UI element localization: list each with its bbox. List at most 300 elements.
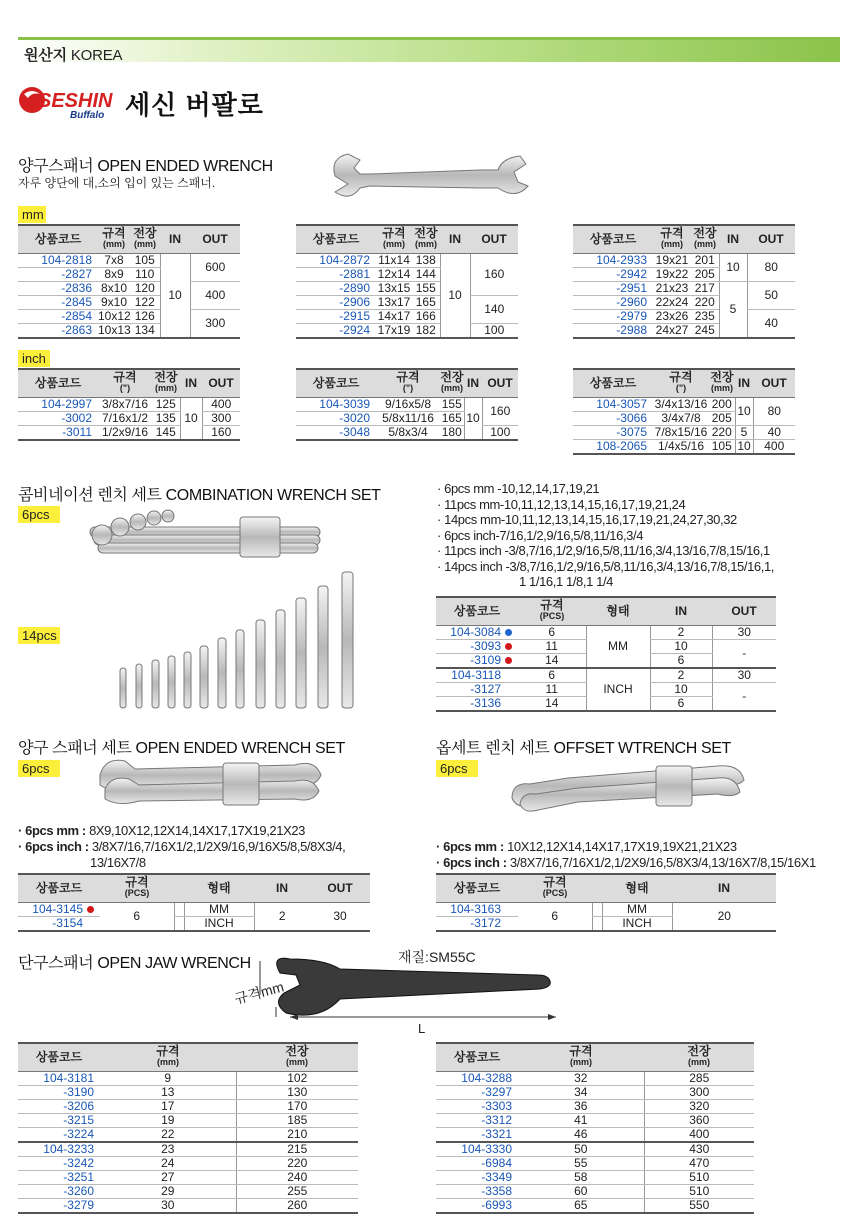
col-code: 상품코드 <box>436 874 518 902</box>
table-cell: 285 <box>644 1071 754 1085</box>
spec-item: 1 1/16,1 1/8,1 1/4 <box>519 574 613 589</box>
table-cell: 550 <box>644 1198 754 1213</box>
table-cell: 400 <box>190 281 240 309</box>
col-in: IN <box>672 874 776 902</box>
table-cell: 6 <box>518 902 592 931</box>
table-cell: 12x14 <box>377 266 411 281</box>
table-cell: 400 <box>202 397 240 411</box>
table-cell: 19x21 <box>653 253 691 267</box>
table-cell: -6984 <box>436 1156 518 1170</box>
table-cell <box>174 916 184 931</box>
table-cell: 104-3181 <box>18 1071 100 1085</box>
open-mm-table-3 <box>573 224 795 339</box>
col-out: OUT <box>470 225 518 253</box>
table-cell: 240 <box>236 1170 358 1184</box>
table-cell: -2845 <box>18 295 98 309</box>
table-cell: 360 <box>644 1113 754 1127</box>
table-cell: 220 <box>236 1156 358 1170</box>
table-cell: 6 <box>100 902 174 931</box>
table-cell: 2 <box>650 668 712 683</box>
table-cell: -3358 <box>436 1184 518 1198</box>
open-set-label: 6pcs <box>18 760 60 777</box>
offset-set-label: 6pcs <box>436 760 478 777</box>
spec-item: · 6pcs mm -10,12,14,17,19,21 <box>437 481 600 496</box>
table-cell: 3/8x7/16 <box>98 397 152 411</box>
table-cell: -2827 <box>18 267 98 281</box>
table-cell: 235 <box>691 309 719 323</box>
col-in: IN <box>735 369 753 397</box>
svg-text:규격mm: 규격mm <box>232 978 286 1007</box>
table-cell: 144 <box>412 267 440 281</box>
table-cell: -3242 <box>18 1156 100 1170</box>
table-cell: 104-3330 <box>436 1142 518 1157</box>
col-type: 형태 <box>184 874 254 902</box>
table-cell: 23x26 <box>653 309 691 323</box>
table-cell: 100 <box>470 323 518 338</box>
jaw-table-right <box>436 1042 754 1214</box>
table-cell: 10 <box>180 397 202 440</box>
table-cell: 8x9 <box>98 267 130 281</box>
table-cell: -3349 <box>436 1170 518 1184</box>
col-size: 규격 (PCS) <box>100 874 174 902</box>
table-cell: 22 <box>100 1127 236 1142</box>
table-cell: 104-3233 <box>18 1142 100 1157</box>
table-cell: 14 <box>518 653 586 668</box>
open-wrench-image <box>330 148 530 208</box>
table-cell: 400 <box>753 439 795 454</box>
table-cell: 19 <box>100 1113 236 1127</box>
table-cell: 1/4x5/16 <box>653 439 709 454</box>
spec-label: · 6pcs mm : <box>18 823 86 838</box>
table-cell: 7/16x1/2 <box>98 411 152 425</box>
table-cell: 205 <box>709 411 735 425</box>
table-cell: -3048 <box>296 425 376 440</box>
spec-item: · 11pcs inch -3/8,7/16,1/2,9/16,5/8,11/16,3/4,13/16,7/8,15/16,1 <box>437 543 770 558</box>
table-cell: -2960 <box>573 295 653 309</box>
table-cell: -2942 <box>573 267 653 281</box>
svg-text:L: L <box>418 1021 426 1036</box>
table-cell: 185 <box>236 1113 358 1127</box>
table-cell: -2836 <box>18 281 98 295</box>
offset-set-title: 옵세트 렌치 세트 OFFSET WTRENCH SET <box>436 740 731 757</box>
table-cell: -3206 <box>18 1099 100 1113</box>
table-cell: -3224 <box>18 1127 100 1142</box>
table-cell: 430 <box>644 1142 754 1157</box>
svg-text:SESHIN: SESHIN <box>38 90 113 112</box>
table-cell: 130 <box>236 1085 358 1099</box>
table-cell: -2988 <box>573 323 653 338</box>
table-cell: 11x14 <box>376 253 412 267</box>
spec-text: 10X12,12X14,14X17,17X19,19X21,21X23 <box>507 839 737 854</box>
offset-set-spec <box>436 839 816 871</box>
table-cell: -2915 <box>296 309 376 323</box>
table-cell: 205 <box>691 267 719 281</box>
col-in: IN <box>180 369 202 397</box>
table-cell: 160 <box>482 397 518 425</box>
table-cell: -2906 <box>296 295 376 309</box>
table-cell: 134 <box>130 323 160 338</box>
brand-title: 세신 버팔로 <box>125 90 264 120</box>
spec-label: · 6pcs inch : <box>436 855 507 870</box>
col-code: 상품코드 <box>18 1043 100 1071</box>
table-cell: 104-3145 <box>32 901 83 916</box>
col-out: OUT <box>482 369 518 397</box>
table-cell: 8x10 <box>98 281 130 295</box>
combo-title: 콤비네이션 렌치 세트 COMBINATION WRENCH SET <box>18 487 381 504</box>
table-cell: -2924 <box>296 323 376 338</box>
open-inch-table-3 <box>573 368 795 455</box>
table-cell: 160 <box>202 425 240 440</box>
table-cell: 50 <box>518 1142 644 1157</box>
table-cell: -3127 <box>436 682 518 696</box>
table-cell: 108-2065 <box>573 439 653 454</box>
open-ended-desc: 자루 양단에 대,소의 입이 있는 스패너. <box>18 176 216 190</box>
spec-item: · 11pcs mm-10,11,12,13,14,15,16,17,19,21,24 <box>437 496 686 512</box>
table-cell: 17 <box>100 1099 236 1113</box>
table-cell <box>592 902 602 916</box>
spec-item: · 14pcs mm-10,11,12,13,14,15,16,17,19,21,24,27,30,32 <box>437 512 737 527</box>
col-out: OUT <box>202 369 240 397</box>
table-cell: 104-2933 <box>573 253 653 267</box>
table-cell: 201 <box>691 253 719 267</box>
table-cell: 5 <box>735 425 753 439</box>
table-cell: 104-2872 <box>296 253 376 267</box>
red-dot-icon <box>505 643 512 650</box>
table-cell: 105 <box>709 439 735 454</box>
table-cell: 140 <box>470 295 518 323</box>
table-cell: 55 <box>518 1156 644 1170</box>
table-cell: 104-3163 <box>436 902 518 916</box>
table-cell: 155 <box>412 281 440 295</box>
table-cell: 11 <box>518 682 586 696</box>
table-cell: 600 <box>190 253 240 281</box>
offset-set-table <box>436 873 776 932</box>
open-inch-table-1 <box>18 368 240 441</box>
spec-text: 8X9,10X12,12X14,14X17,17X19,21X23 <box>89 823 306 838</box>
table-cell: 300 <box>644 1085 754 1099</box>
table-cell: 10x13 <box>98 322 131 337</box>
col-code: 상품코드 <box>18 874 100 902</box>
col-type: 형태 <box>602 874 672 902</box>
col-out: OUT <box>753 369 795 397</box>
table-cell: 100 <box>482 425 518 440</box>
table-cell: 5 <box>719 281 747 338</box>
table-cell <box>592 916 602 931</box>
spec-text: 3/8X7/16,7/16X1/2,1/2X9/16,9/16X5/8,5/8X3/4, <box>91 839 346 854</box>
table-cell: -3312 <box>436 1113 518 1127</box>
red-dot-icon <box>505 657 512 664</box>
header-bar <box>18 37 840 62</box>
col-code: 상품코드 <box>573 225 653 253</box>
col-len: 전장 (mm) <box>130 225 160 253</box>
red-dot-icon <box>87 906 94 913</box>
seshin-logo <box>18 80 124 122</box>
col-code: 상품코드 <box>18 225 98 253</box>
col-len: 전장 (mm) <box>644 1043 754 1071</box>
table-cell: 7x8 <box>98 253 130 267</box>
col-size: 규격 (PCS) <box>518 874 592 902</box>
open-set-title: 양구 스패너 세트 OPEN ENDED WRENCH SET <box>18 740 345 757</box>
table-cell: 29 <box>100 1184 236 1198</box>
table-cell: -2979 <box>573 309 653 323</box>
table-cell: 470 <box>644 1156 754 1170</box>
table-cell: MM <box>184 902 254 916</box>
table-cell: 165 <box>412 295 440 309</box>
combo-6pcs-label: 6pcs <box>18 506 60 523</box>
table-cell: -2863 <box>18 323 98 338</box>
col-len: 전장 (mm) <box>440 369 464 397</box>
table-cell: 180 <box>440 425 464 440</box>
table-cell: -2951 <box>573 281 653 295</box>
col-code: 상품코드 <box>296 369 376 397</box>
col-size: 규격 (mm) <box>100 1043 236 1071</box>
table-cell: -3020 <box>296 411 376 425</box>
table-cell: 260 <box>236 1198 358 1213</box>
table-cell: -3172 <box>436 916 518 931</box>
table-cell: 165 <box>440 411 464 425</box>
table-cell: -2881 <box>296 267 376 281</box>
table-cell: - <box>712 682 776 711</box>
col-len: 전장 (mm) <box>691 225 719 253</box>
table-cell: -3260 <box>18 1184 100 1198</box>
col-size: 규격 (") <box>98 369 152 397</box>
col-size: 규격 (") <box>653 369 709 397</box>
jaw-table-left <box>18 1042 358 1214</box>
table-cell: 510 <box>644 1170 754 1184</box>
table-cell: 3/4x7/8 <box>653 411 709 425</box>
combo-6pcs-image <box>80 505 330 565</box>
col-len: 전장 (mm) <box>152 369 180 397</box>
table-cell: 126 <box>130 309 160 323</box>
table-cell: MM <box>602 902 672 916</box>
table-cell: 215 <box>236 1142 358 1157</box>
table-cell: 135 <box>152 411 180 425</box>
table-cell: 122 <box>130 295 160 309</box>
combo-14pcs-image <box>110 568 370 710</box>
jaw-material: 재질:SM55C <box>398 949 476 965</box>
col-out: OUT <box>310 874 370 902</box>
table-cell: 19x22 <box>653 267 691 281</box>
origin-label: 원산지 KOREA <box>24 47 123 64</box>
table-cell: 50 <box>747 281 795 309</box>
table-cell: -2854 <box>18 309 98 323</box>
table-cell: -3066 <box>573 411 653 425</box>
table-cell: -3075 <box>573 425 653 439</box>
col-code: 상품코드 <box>18 369 98 397</box>
table-cell: 9/16x5/8 <box>376 397 440 411</box>
table-cell: 60 <box>518 1184 644 1198</box>
table-cell: 30 <box>712 625 776 639</box>
col-in: IN <box>160 225 190 253</box>
table-cell: 104-2818 <box>18 253 98 267</box>
col-size: 규격 (mm) <box>518 1043 644 1071</box>
table-cell: -3093 <box>470 638 501 653</box>
table-cell: 6 <box>518 625 586 639</box>
table-cell: 182 <box>412 323 440 338</box>
table-cell: 10 <box>160 253 190 338</box>
table-cell: 30 <box>712 668 776 683</box>
table-cell: 217 <box>691 281 719 295</box>
table-cell: 104-3057 <box>573 397 653 411</box>
col-gap <box>174 874 184 902</box>
table-cell: 110 <box>130 267 160 281</box>
col-size: 규격 (") <box>376 369 440 397</box>
table-cell: 300 <box>202 411 240 425</box>
col-code: 상품코드 <box>436 1043 518 1071</box>
table-cell: 400 <box>644 1127 754 1142</box>
table-cell: 14 <box>518 696 586 711</box>
table-cell: -6993 <box>436 1198 518 1213</box>
table-cell: 40 <box>747 309 795 338</box>
table-cell: 104-2997 <box>18 397 98 411</box>
col-size: 규격 (mm) <box>376 225 412 253</box>
table-cell: -3279 <box>18 1198 100 1213</box>
table-cell: 27 <box>100 1170 236 1184</box>
table-cell: 13x15 <box>377 280 411 295</box>
table-cell: 145 <box>152 425 180 440</box>
blue-dot-icon <box>505 629 512 636</box>
table-cell: MM <box>586 625 650 668</box>
table-cell: 10 <box>735 397 753 425</box>
table-cell: 23 <box>100 1142 236 1157</box>
spec-text: 3/8X7/16,7/16X1/2,1/2X9/16,5/8X3/4,13/16X7/8,15/16X1 <box>509 855 816 870</box>
table-cell: 80 <box>747 253 795 281</box>
open-mm-table-2 <box>296 224 518 339</box>
table-cell: 10 <box>440 253 470 338</box>
table-cell: 40 <box>753 425 795 439</box>
table-cell: 104-3288 <box>436 1071 518 1085</box>
mm-label: mm <box>18 206 46 223</box>
table-cell: 80 <box>753 397 795 425</box>
table-cell: 102 <box>236 1071 358 1085</box>
col-out: OUT <box>712 597 776 625</box>
table-cell: 6 <box>518 668 586 683</box>
table-cell: -3136 <box>436 696 518 711</box>
table-cell: 21x23 <box>653 281 691 295</box>
table-cell: 170 <box>236 1099 358 1113</box>
table-cell: 320 <box>644 1099 754 1113</box>
table-cell: 10 <box>464 397 482 440</box>
table-cell: 155 <box>440 397 464 411</box>
table-cell: INCH <box>184 916 254 931</box>
combo-14pcs-label: 14pcs <box>18 627 60 644</box>
col-code: 상품코드 <box>573 369 653 397</box>
table-cell: 5/8x3/4 <box>376 425 440 440</box>
table-cell: 11 <box>518 639 586 653</box>
table-cell: -3251 <box>18 1170 100 1184</box>
col-code: 상품코드 <box>296 225 376 253</box>
table-cell: INCH <box>586 668 650 711</box>
col-len: 전장 (mm) <box>412 225 440 253</box>
table-cell: INCH <box>602 916 672 931</box>
table-cell: 30 <box>310 902 370 931</box>
col-in: IN <box>650 597 712 625</box>
col-type: 형태 <box>586 597 650 625</box>
table-cell: 200 <box>709 397 735 411</box>
col-len: 전장 (mm) <box>709 369 735 397</box>
col-size: 규격 (mm) <box>98 225 130 253</box>
table-cell: 36 <box>518 1099 644 1113</box>
col-len: 전장 (mm) <box>236 1043 358 1071</box>
spec-item: · 6pcs inch-7/16,1/2,9/16,5/8,11/16,3/4 <box>437 527 644 543</box>
table-cell: 10x12 <box>98 308 131 323</box>
table-cell: 510 <box>644 1184 754 1198</box>
col-in: IN <box>719 225 747 253</box>
col-out: OUT <box>747 225 795 253</box>
table-cell: 58 <box>518 1170 644 1184</box>
col-gap <box>592 874 602 902</box>
table-cell: 10 <box>719 253 747 281</box>
svg-text:Buffalo: Buffalo <box>70 110 105 121</box>
table-cell: 6 <box>650 653 712 668</box>
open-set-spec <box>18 823 345 871</box>
table-cell: 41 <box>518 1113 644 1127</box>
table-cell: 125 <box>152 397 180 411</box>
inch-label: inch <box>18 350 50 367</box>
table-cell: 13x17 <box>377 294 411 309</box>
table-cell: 30 <box>100 1198 236 1213</box>
col-in: IN <box>254 874 310 902</box>
table-cell: 24x27 <box>653 323 691 338</box>
table-cell: 13 <box>100 1085 236 1099</box>
table-cell: -3154 <box>18 916 100 931</box>
open-inch-table-2 <box>296 368 518 441</box>
table-cell: -3297 <box>436 1085 518 1099</box>
col-out: OUT <box>190 225 240 253</box>
table-cell: 10 <box>650 639 712 653</box>
table-cell: 10 <box>735 439 753 454</box>
open-ended-title: 양구스패너 OPEN ENDED WRENCH <box>18 158 273 175</box>
table-cell: -3002 <box>18 411 98 425</box>
col-in: IN <box>464 369 482 397</box>
table-cell: -3011 <box>18 425 98 440</box>
table-cell: 9 <box>100 1071 236 1085</box>
table-cell: 138 <box>412 253 440 267</box>
table-cell: 104-3084 <box>450 624 501 639</box>
table-cell: -3190 <box>18 1085 100 1099</box>
spec-item: · 14pcs inch -3/8,7/16,1/2,9/16,5/8,11/16,3/4,13/16,7/8,15/16,1, <box>437 558 774 574</box>
table-cell: 34 <box>518 1085 644 1099</box>
spec-label: · 6pcs inch : <box>18 839 89 854</box>
table-cell: 10 <box>650 682 712 696</box>
table-cell: 160 <box>470 253 518 295</box>
col-in: IN <box>440 225 470 253</box>
table-cell: 2 <box>254 902 310 931</box>
table-cell: 245 <box>691 323 719 338</box>
table-cell: 22x24 <box>653 295 691 309</box>
table-cell: 17x19 <box>377 322 411 337</box>
combo-table <box>436 596 776 712</box>
jaw-title: 단구스패너 OPEN JAW WRENCH <box>18 955 251 972</box>
col-size: 규격 (PCS) <box>518 597 586 625</box>
table-cell: 20 <box>672 902 776 931</box>
table-cell: 7/8x15/16 <box>654 424 708 439</box>
table-cell: -2890 <box>296 281 376 295</box>
col-size: 규격 (mm) <box>653 225 691 253</box>
table-cell: -3215 <box>18 1113 100 1127</box>
table-cell: 2 <box>650 625 712 639</box>
table-cell: 104-3039 <box>296 397 376 411</box>
table-cell: 166 <box>412 309 440 323</box>
combo-spec-list <box>437 481 774 590</box>
table-cell: 14x17 <box>377 308 411 323</box>
table-cell: 6 <box>650 696 712 711</box>
table-cell: 65 <box>518 1198 644 1213</box>
table-cell: 210 <box>236 1127 358 1142</box>
table-cell: 32 <box>518 1071 644 1085</box>
table-cell: - <box>712 639 776 668</box>
col-code: 상품코드 <box>436 597 518 625</box>
